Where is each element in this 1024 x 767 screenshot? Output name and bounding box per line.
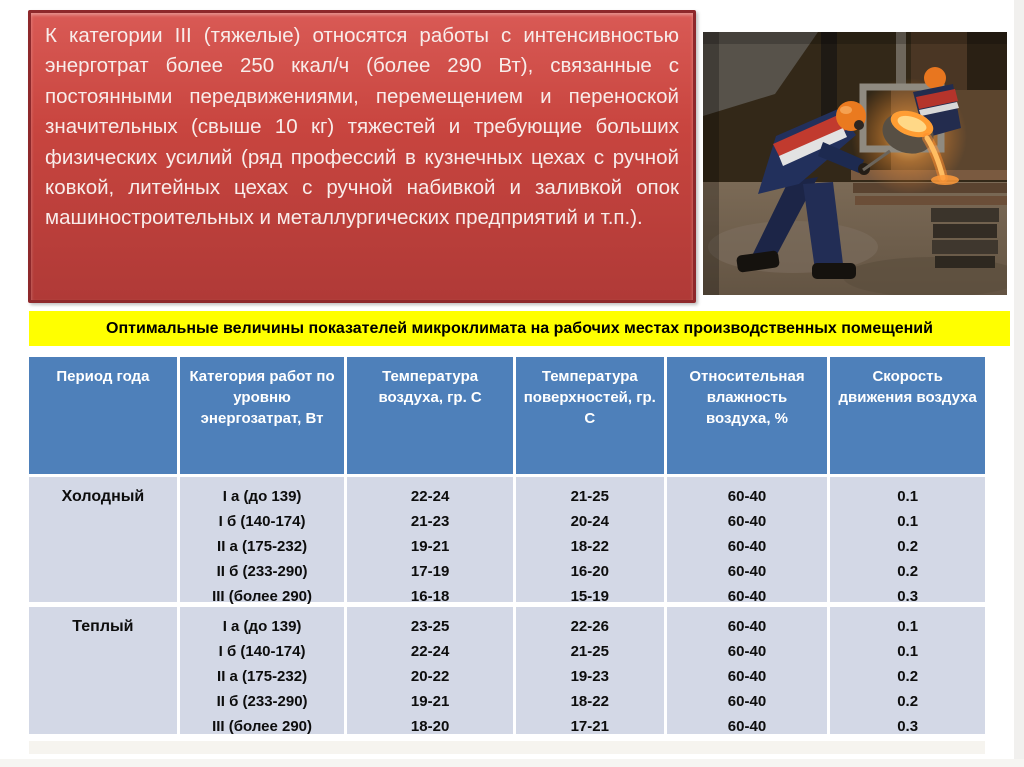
cell-line: 0.1 [897, 643, 919, 660]
cell-line: 60-40 [727, 538, 767, 555]
category-description-text: К категории III (тяжелые) относятся работы с интенсивностью энерготрат более 250 ккал/ч (более 290 Вт), связанные с постоянными передвижениями, перемещением и переноской значительных (свыше 10 кг) тяжестей и требующие больших физических усилий (ряд профессий в кузнечных цехах с ручной ковкой, литейных цехах с ручной набивкой и заливкой опок машиностроительных и металлургических предприятий и т.п.). [45, 24, 679, 230]
slide-right-margin [1014, 0, 1024, 767]
cell-line: 60-40 [727, 643, 767, 660]
cell-line: 18-22 [570, 538, 609, 555]
cell-line: 20-22 [410, 668, 450, 685]
cell-line: II б (233-290) [216, 693, 308, 710]
table-title-banner [29, 311, 1010, 346]
period-cell: Теплый [29, 607, 177, 734]
header-period: Период года [29, 357, 177, 474]
cell-line: 18-22 [570, 693, 609, 710]
slide-bottom-margin [0, 759, 1024, 767]
surface-temperature-cell [516, 477, 664, 605]
cell-line: III (более 290) [212, 718, 313, 735]
cell-line: 16-20 [570, 563, 609, 580]
table-row-warm [29, 607, 985, 734]
category-cell [180, 607, 345, 734]
air-speed-cell [830, 607, 985, 734]
cell-line: 22-24 [410, 488, 450, 505]
cell-line: 0.1 [897, 513, 919, 530]
category-cell [180, 477, 345, 605]
cell-line: 20-24 [570, 513, 609, 530]
header-humidity: Относительная влажность воздуха, % [667, 357, 828, 474]
cell-line: 60-40 [727, 693, 767, 710]
header-category: Категория работ по уровню энергозатрат, Вт [180, 357, 345, 474]
cell-line: 22-24 [410, 643, 450, 660]
cell-line: I а (до 139) [222, 618, 302, 635]
cell-line: I б (140-174) [218, 513, 306, 530]
cell-line: II а (175-232) [217, 668, 308, 685]
cell-line: I а (до 139) [222, 488, 302, 505]
header-air-speed: Скорость движения воздуха [830, 357, 985, 474]
air-temperature-cell [347, 477, 513, 605]
humidity-cell [667, 607, 828, 734]
cell-line: I б (140-174) [218, 643, 306, 660]
period-cell: Холодный [29, 477, 177, 602]
cell-line: 0.2 [897, 668, 919, 685]
cell-line: 0.3 [897, 588, 919, 605]
cell-line: 21-23 [410, 513, 450, 530]
foundry-photo [703, 32, 1007, 295]
cell-line: II а (175-232) [217, 538, 308, 555]
cell-line: 60-40 [727, 488, 767, 505]
cell-line: 0.2 [897, 693, 919, 710]
cell-line: 60-40 [727, 618, 767, 635]
cell-line: 19-21 [410, 538, 450, 555]
cell-line: 0.1 [897, 618, 919, 635]
air-temperature-cell [347, 607, 513, 734]
cell-line: 0.3 [897, 718, 919, 735]
surface-temperature-cell [516, 607, 664, 734]
cell-line: 0.2 [897, 563, 919, 580]
cell-line: 17-19 [410, 563, 450, 580]
cell-line: 18-20 [410, 718, 450, 735]
cell-line: 60-40 [727, 668, 767, 685]
table-title: Оптимальные величины показателей микроклимата на рабочих местах производственных помещений [106, 319, 933, 337]
table-row-cold [29, 477, 985, 605]
cell-line: 17-21 [570, 718, 609, 735]
cell-line: 0.1 [897, 488, 919, 505]
cell-line: 15-19 [570, 588, 609, 605]
cell-line: 22-26 [570, 618, 609, 635]
cell-line: 60-40 [727, 718, 767, 735]
cell-line: III (более 290) [212, 588, 313, 605]
cell-line: 16-18 [410, 588, 450, 605]
cell-line: 19-21 [410, 693, 450, 710]
cell-line: 60-40 [727, 588, 767, 605]
foundry-photo-graphic [703, 32, 1007, 295]
header-surface-temperature: Температура поверхностей, гр. С [516, 357, 664, 474]
cell-line: 0.2 [897, 538, 919, 555]
air-speed-cell [830, 477, 985, 605]
cell-line: 21-25 [570, 488, 609, 505]
microclimate-table [29, 357, 985, 734]
humidity-cell [667, 477, 828, 605]
table-header-row [29, 357, 985, 474]
cell-line: 60-40 [727, 513, 767, 530]
cell-line: 23-25 [410, 618, 450, 635]
category-description-box [28, 10, 696, 303]
header-air-temperature: Температура воздуха, гр. С [347, 357, 513, 474]
cell-line: 60-40 [727, 563, 767, 580]
cell-line: 21-25 [570, 643, 609, 660]
cell-line: 19-23 [570, 668, 609, 685]
cell-line: II б (233-290) [216, 563, 308, 580]
table-bottom-strip [29, 741, 985, 754]
